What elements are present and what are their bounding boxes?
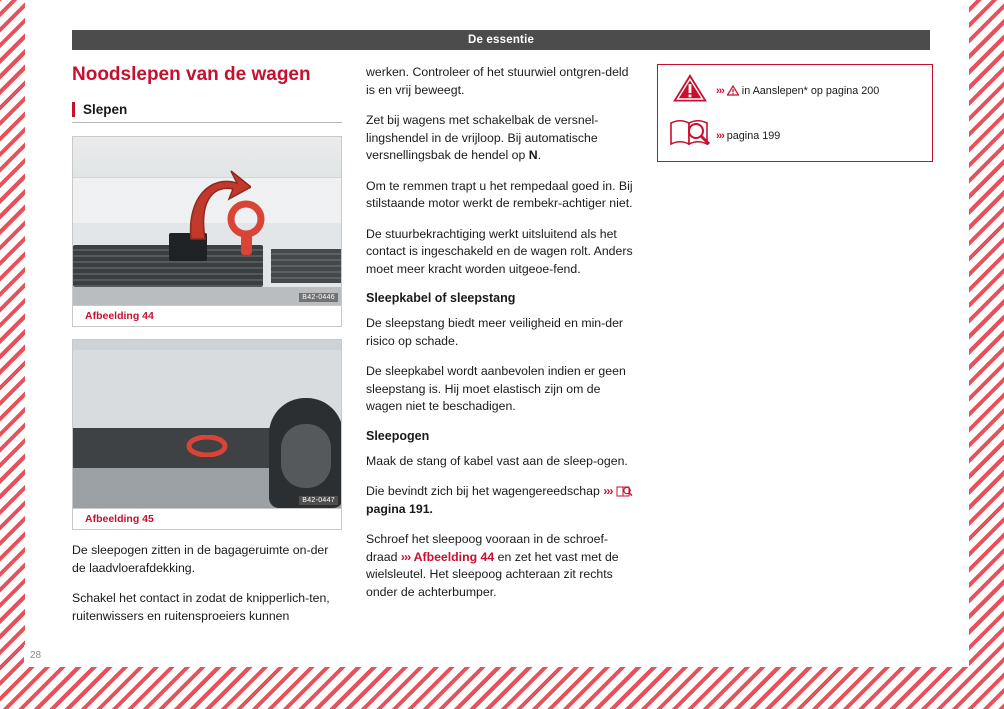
- reference-text-page: [716, 129, 780, 143]
- reference-label: in Aanslepen* op pagina 200: [741, 84, 880, 97]
- column-left: [72, 64, 342, 638]
- figure-44: [72, 136, 342, 327]
- figure-44-caption: Afbeelding 44: [73, 305, 341, 326]
- subsection-title-sleepogen: Sleepogen: [366, 428, 430, 443]
- figure-link[interactable]: Afbeelding 44: [413, 549, 495, 564]
- paragraph-period: .: [537, 148, 542, 162]
- column-middle: [366, 64, 638, 614]
- front-tow-hook-illustration: [73, 137, 341, 305]
- figure-45: [72, 339, 342, 530]
- reference-text-warning: [716, 84, 879, 98]
- chevron-icon: ›››: [716, 129, 724, 142]
- warning-triangle-icon: [727, 85, 739, 96]
- tow-eye-icon: [223, 199, 269, 259]
- rear-tow-hook-illustration: [73, 340, 341, 508]
- section-heading-slepen: [72, 102, 342, 123]
- page-content: [25, 0, 969, 667]
- book-magnifier-icon: [664, 118, 716, 153]
- paragraph: De sleepogen zitten in de bagageruimte on-der de laadvloerafdekking.: [72, 543, 329, 575]
- heading-accent-bar: [72, 102, 75, 117]
- paragraph: werken. Controleer of het stuurwiel ontgren-deld is en vrij beweegt.: [366, 65, 629, 97]
- paragraph-text: Zet bij wagens met schakelbak de versnel-lingshendel in de vrijloop. Bij automatische versnellingsbak de hendel op: [366, 113, 599, 162]
- reference-box: [657, 64, 933, 162]
- paragraph-cross-reference: [366, 483, 638, 518]
- gear-position-label: N: [528, 148, 538, 162]
- page-header-title: De essentie: [72, 30, 930, 50]
- section-heading-label: Slepen: [83, 102, 128, 117]
- paragraph-gear-lever: [366, 112, 638, 165]
- paragraph: De sleepstang biedt meer veiligheid en min-der risico op schade.: [366, 316, 624, 348]
- chevron-icon: ›››: [603, 484, 613, 498]
- paragraph-text: Schroef het sleepoog vooraan in de schroef-draad: [366, 532, 608, 564]
- paragraph-text: Die bevindt zich bij het wagengereedschap: [366, 484, 600, 498]
- warning-triangle-icon: [664, 73, 716, 108]
- column-right: [657, 64, 935, 162]
- figure-45-code: B42-0447: [299, 496, 338, 505]
- figure-45-caption: Afbeelding 45: [73, 508, 341, 529]
- paragraph: Om te remmen trapt u het rempedaal goed in. Bij stilstaande motor werkt de rembekr-achtiger niet.: [366, 178, 633, 210]
- figure-44-code: B42-0446: [299, 293, 338, 302]
- reference-row-warning[interactable]: [664, 73, 926, 108]
- chevron-icon: ›››: [716, 84, 724, 97]
- subsection-title-sleepkabel: Sleepkabel of sleepstang: [366, 291, 516, 305]
- cross-reference-page[interactable]: pagina 191.: [366, 501, 433, 516]
- page-title: Noodslepen van de wagen: [72, 64, 311, 85]
- paragraph-figure-reference: [366, 531, 638, 601]
- paragraph: Maak de stang of kabel vast aan de sleep-ogen.: [366, 453, 628, 468]
- book-magnifier-icon: [616, 485, 633, 497]
- page-number: 28: [30, 650, 42, 661]
- paragraph: De stuurbekrachtiging werkt uitsluitend als het contact is ingeschakeld en de wagen rolt. Anders moet meer kracht worden uitgeoe-fend.: [366, 226, 633, 276]
- paragraph-text: en zet het vast met de wielsleutel. Het sleepoog achteraan zit rechts onder de achterbumper.: [366, 549, 619, 599]
- rear-tow-eye-icon: [185, 435, 229, 457]
- paragraph: De sleepkabel wordt aanbevolen indien er geen sleepstang is. Hij moet elastisch zijn om de wagen niet te beschadigen.: [366, 364, 626, 413]
- reference-row-page[interactable]: [664, 118, 926, 153]
- paragraph: Schakel het contact in zodat de knipperlich-ten, ruitenwissers en ruitensproeiers kunnen: [72, 591, 330, 623]
- reference-label: pagina 199: [726, 129, 781, 142]
- chevron-icon: ›››: [400, 549, 411, 564]
